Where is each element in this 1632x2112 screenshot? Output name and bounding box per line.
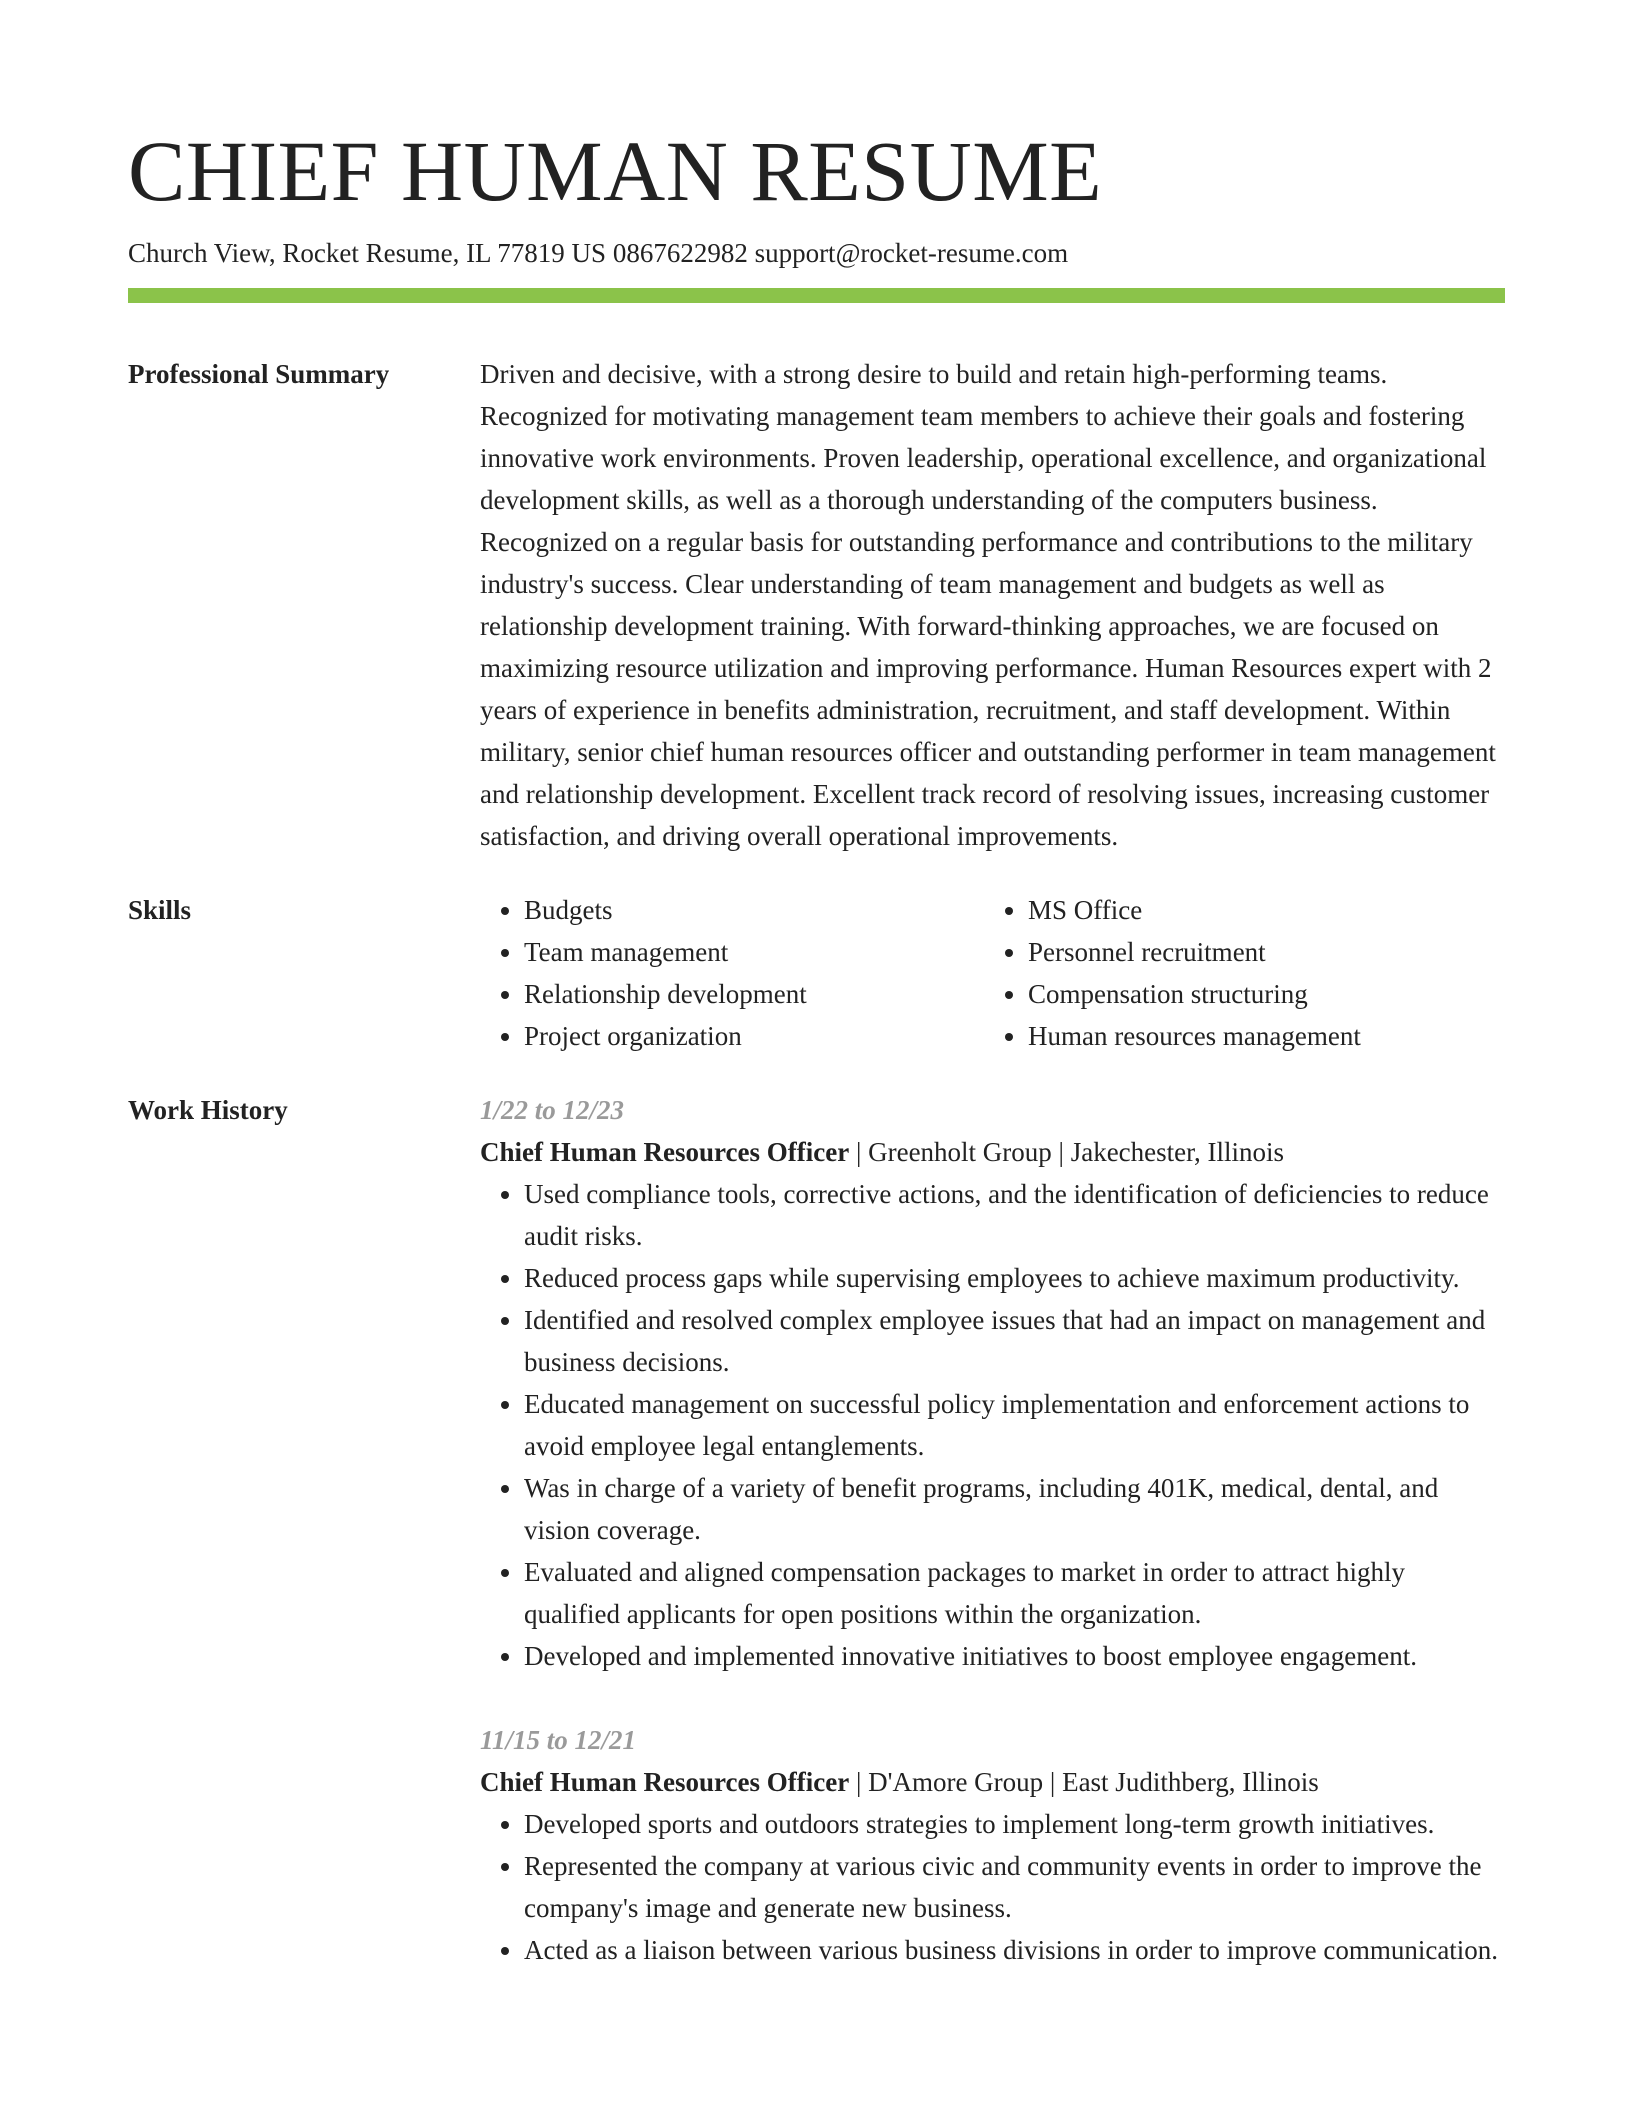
contact-line: Church View, Rocket Resume, IL 77819 US 0867622982 support@rocket-resume.com: [128, 238, 1069, 268]
skills-section: [128, 889, 1505, 1057]
job-bullet: • Identified and resolved complex employee issues that had an impact on management and business decisions.: [524, 1299, 1505, 1383]
job-entry: [480, 1089, 1505, 1677]
job-bullet: • Developed and implemented innovative initiatives to boost employee engagement.: [524, 1635, 1505, 1677]
skills-heading: Skills: [128, 895, 192, 925]
job-details: | Greenholt Group | Jakechester, Illinois: [849, 1137, 1285, 1167]
job-details: | D'Amore Group | East Judithberg, Illinois: [849, 1767, 1319, 1797]
job-dates: 1/22 to 12/23: [480, 1095, 625, 1125]
job-bullet: • Acted as a liaison between various business divisions in order to improve communication.: [524, 1929, 1505, 1971]
job-bullets: [480, 1803, 1505, 1971]
job-title: Chief Human Resources Officer: [480, 1767, 850, 1797]
skill-item: • Budgets: [524, 889, 984, 931]
skill-item: • Project organization: [524, 1015, 984, 1057]
job-bullet: • Educated management on successful policy implementation and enforcement actions to avoid employee legal entanglements.: [524, 1383, 1505, 1467]
job-heading: [480, 1761, 1505, 1803]
skill-item: • Team management: [524, 931, 984, 973]
work-history-heading: Work History: [128, 1095, 288, 1125]
skills-column-right: [984, 889, 1488, 1057]
resume-page: [128, 0, 1505, 1971]
job-bullet: • Reduced process gaps while supervising employees to achieve maximum productivity.: [524, 1257, 1505, 1299]
summary-section: [128, 353, 1505, 857]
header-divider: [128, 288, 1505, 303]
summary-heading: Professional Summary: [128, 359, 390, 389]
job-dates: 11/15 to 12/21: [480, 1725, 637, 1755]
skills-column-left: [480, 889, 984, 1057]
skill-item: • Relationship development: [524, 973, 984, 1015]
job-bullet: • Developed sports and outdoors strategies to implement long-term growth initiatives.: [524, 1803, 1505, 1845]
skill-item: • Compensation structuring: [1028, 973, 1488, 1015]
job-bullet: • Used compliance tools, corrective actions, and the identification of deficiencies to reduce audit risks.: [524, 1173, 1505, 1257]
job-bullet: • Was in charge of a variety of benefit programs, including 401K, medical, dental, and vision coverage.: [524, 1467, 1505, 1551]
job-heading: [480, 1131, 1505, 1173]
job-bullet: • Evaluated and aligned compensation packages to market in order to attract highly qualified applicants for open positions within the organization.: [524, 1551, 1505, 1635]
summary-text: Driven and decisive, with a strong desire to build and retain high-performing teams. Recognized for motivating management team members to achieve their goals and fostering innovative work environments. Proven leadership, operational excellence, and organizational development skills, as well as a thorough understanding of the computers business. Recognized on a regular basis for outstanding performance and contributions to the military industry's success. Clear understanding of team management and budgets as well as relationship development training. With forward-thinking approaches, we are focused on maximizing resource utilization and improving performance. Human Resources expert with 2 years of experience in benefits administration, recruitment, and staff development. Within military, senior chief human resources officer and outstanding performer in team management and relationship development. Excellent track record of resolving issues, increasing customer satisfaction, and driving overall operational improvements.: [480, 359, 1496, 851]
job-entry: [480, 1719, 1505, 1971]
job-bullets: [480, 1173, 1505, 1677]
skill-item: • Personnel recruitment: [1028, 931, 1488, 973]
job-bullet: • Represented the company at various civic and community events in order to improve the company's image and generate new business.: [524, 1845, 1505, 1929]
skills-grid: [480, 889, 1505, 1057]
job-title: Chief Human Resources Officer: [480, 1137, 850, 1167]
resume-title: CHIEF HUMAN RESUME: [128, 123, 1103, 219]
skill-item: • Human resources management: [1028, 1015, 1488, 1057]
skill-item: • MS Office: [1028, 889, 1488, 931]
work-history-section: [128, 1089, 1505, 1971]
